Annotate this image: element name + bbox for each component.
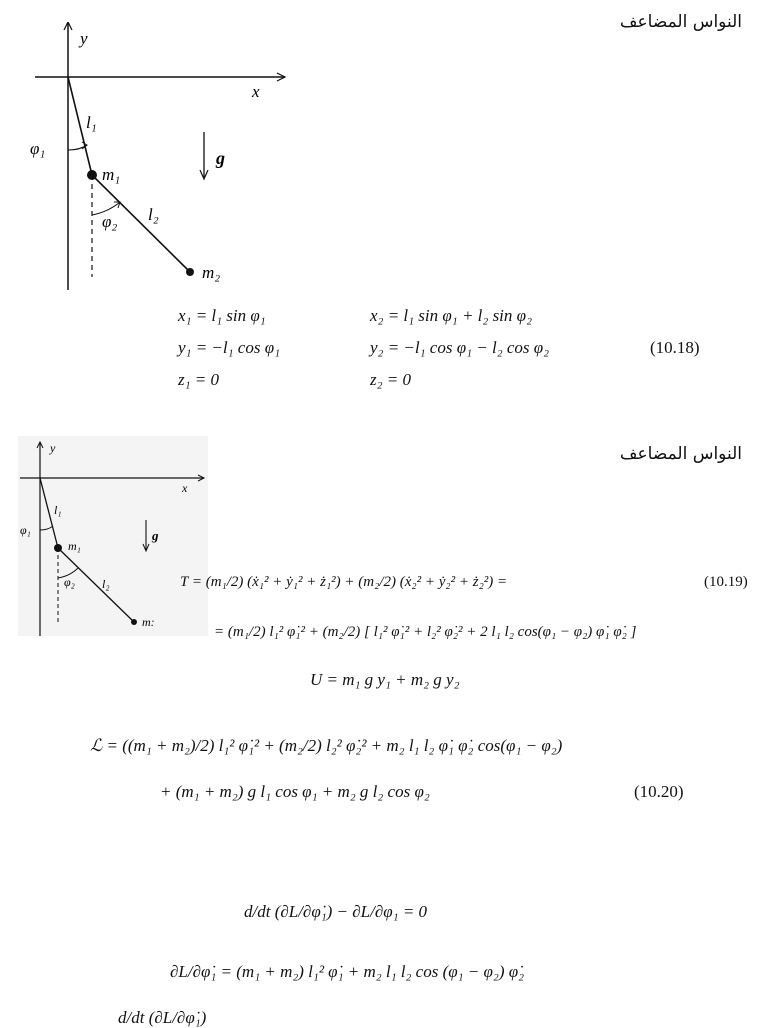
eq-number-10-18: (10.18) xyxy=(650,338,700,357)
fig1-label-l2: l₂ xyxy=(148,205,159,224)
mass-1-dot xyxy=(87,170,97,180)
fig2-label-m2: m: xyxy=(142,615,155,629)
fig1-axis-y-label: y xyxy=(80,29,88,48)
fig2-label-phi1: φ₁ xyxy=(20,523,31,537)
fig2-label-phi2: φ₂ xyxy=(64,575,75,589)
eq-row-2-left: y₁ = −l₁ cos φ₁ xyxy=(178,338,281,357)
fig1-label-phi1: φ₁ xyxy=(30,139,46,158)
fig2-label-m1: m₁ xyxy=(68,539,81,553)
fig1-axis-x-label: x xyxy=(252,82,260,101)
lagrangian-line-1: ℒ = ((m₁ + m₂)/2) l₁² φ̇₁² + (m₂/2) l₂² φ̇₂² + m₂ l₁ l₂ φ̇₁ φ̇₂ cos(φ₁ − φ₂) xyxy=(90,736,563,755)
fig2-mass-1-dot xyxy=(54,544,62,552)
partial-derivative-equation: ∂L/∂φ̇₁ = (m₁ + m₂) l₁² φ̇₁ + m₂ l₁ l₂ cos (φ₁ − φ₂) φ̇₂ xyxy=(170,962,525,981)
double-pendulum-figure-1 xyxy=(30,22,290,297)
fig1-label-phi2: φ₂ xyxy=(102,212,118,231)
fig2-mass-2-dot xyxy=(131,619,137,625)
fig1-label-m1: m₁ xyxy=(102,165,121,184)
fig1-label-l1: l₁ xyxy=(86,113,97,132)
fig2-label-l2: l₂ xyxy=(102,577,110,591)
eq-row-3-left: z₁ = 0 xyxy=(178,370,219,389)
eq-row-3-right: z₂ = 0 xyxy=(370,370,411,389)
fig1-label-g: g xyxy=(216,148,225,168)
double-pendulum-figure-2 xyxy=(18,436,208,636)
mass-2-dot xyxy=(186,268,194,276)
eq-number-10-20: (10.20) xyxy=(634,782,684,801)
section1-heading: النواس المضاعف xyxy=(619,12,742,32)
section2-heading: النواس المضاعف xyxy=(619,444,742,464)
eq-row-2-right: y₂ = −l₁ cos φ₁ − l₂ cos φ₂ xyxy=(370,338,550,357)
fig2-label-g: g xyxy=(152,528,159,543)
eq-number-10-19: (10.19) xyxy=(704,574,748,590)
potential-energy-line: U = m₁ g y₁ + m₂ g y₂ xyxy=(310,670,460,689)
eq-row-1-right: x₂ = l₁ sin φ₁ + l₂ sin φ₂ xyxy=(370,306,532,325)
fig1-label-m2: m₂ xyxy=(202,263,221,282)
fig2-label-l1: l₁ xyxy=(54,503,62,517)
kinetic-energy-line-2: = (m₁/2) l₁² φ̇₁² + (m₂/2) [ l₁² φ̇₁² + l₂² φ̇₂² + 2 l₁ l₂ cos(φ₁ − φ₂) φ̇₁ φ̇₂ ] xyxy=(214,624,637,640)
fig2-axis-x-label: x xyxy=(182,481,188,495)
lagrangian-line-2: + (m₁ + m₂) g l₁ cos φ₁ + m₂ g l₂ cos φ₂ xyxy=(160,782,430,801)
fig2-axis-y-label: y xyxy=(50,441,56,455)
partial-derivative-cut-line: d/dt (∂L/∂φ̇₁) xyxy=(118,1008,207,1027)
kinetic-energy-line-1: T = (m₁/2) (ẋ₁² + ẏ₁² + ż₁²) + (m₂/2) (ẋ₂² + ẏ₂² + ż₂²) = xyxy=(180,574,508,590)
euler-lagrange-equation: d/dt (∂L/∂φ̇₁) − ∂L/∂φ₁ = 0 xyxy=(244,902,428,921)
eq-row-1-left: x₁ = l₁ sin φ₁ xyxy=(178,306,266,325)
